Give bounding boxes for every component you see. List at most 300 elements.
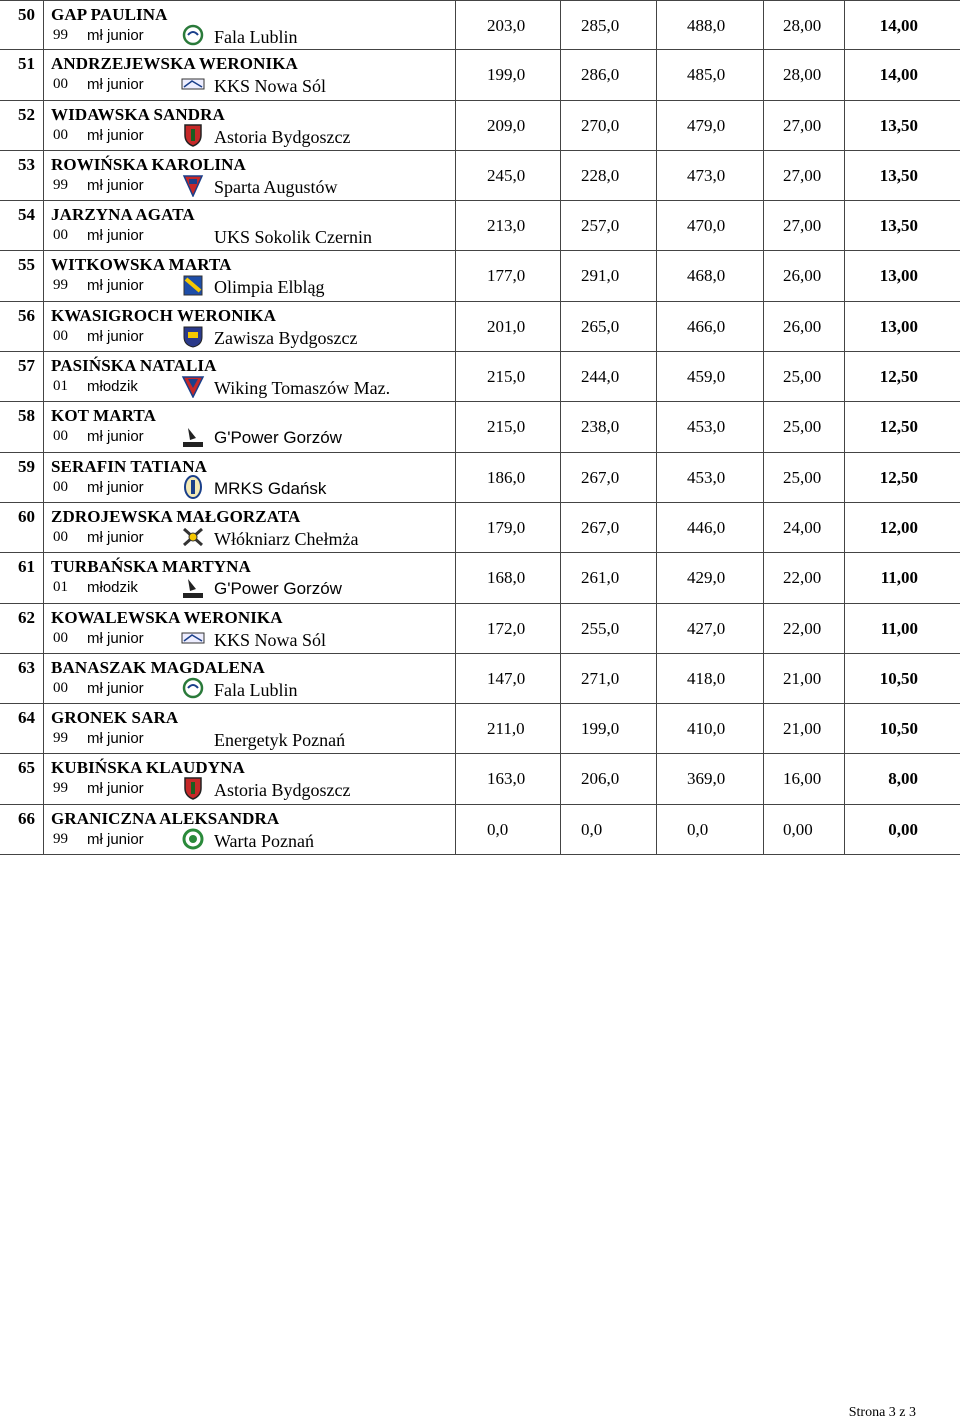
column-divider xyxy=(656,654,657,703)
club-logo-icon xyxy=(180,575,206,599)
score-2: 286,0 xyxy=(581,65,620,85)
points: 21,00 xyxy=(783,719,822,739)
club-logo-icon xyxy=(180,123,206,147)
birth-year: 00 xyxy=(53,528,68,545)
club-logo-icon xyxy=(180,626,206,650)
score-1: 215,0 xyxy=(487,417,526,437)
club-name: Włókniarz Chełmża xyxy=(214,528,359,549)
club-logo-icon xyxy=(180,173,206,197)
category: mł junior xyxy=(87,76,144,94)
column-divider xyxy=(43,201,44,250)
total-score: 459,0 xyxy=(687,367,726,387)
category: mł junior xyxy=(87,428,144,446)
athlete-name: BANASZAK MAGDALENA xyxy=(51,657,265,677)
club-name: Zawisza Bydgoszcz xyxy=(214,327,358,348)
column-divider xyxy=(43,1,44,49)
rank: 51 xyxy=(18,54,35,74)
score-2: 228,0 xyxy=(581,165,620,185)
column-divider xyxy=(43,302,44,351)
athlete-name: JARZYNA AGATA xyxy=(51,205,195,225)
column-divider xyxy=(763,1,764,49)
category: mł junior xyxy=(87,327,144,345)
total-score: 468,0 xyxy=(687,266,726,286)
total-score: 453,0 xyxy=(687,417,726,437)
column-divider xyxy=(455,704,456,753)
category: młodzik xyxy=(87,378,138,396)
points: 28,00 xyxy=(783,16,822,35)
total-score: 485,0 xyxy=(687,65,726,85)
column-divider xyxy=(560,302,561,351)
total-score: 488,0 xyxy=(687,16,726,35)
column-divider xyxy=(763,503,764,552)
column-divider xyxy=(455,201,456,250)
column-divider xyxy=(763,805,764,854)
column-divider xyxy=(763,352,764,401)
final-points: 12,50 xyxy=(879,367,918,387)
column-divider xyxy=(560,201,561,250)
birth-year: 00 xyxy=(53,428,68,445)
birth-year: 99 xyxy=(53,277,68,294)
table-row xyxy=(0,503,960,553)
rank: 65 xyxy=(18,758,35,778)
birth-year: 99 xyxy=(53,730,68,747)
rank: 62 xyxy=(18,607,35,627)
column-divider xyxy=(455,503,456,552)
column-divider xyxy=(560,352,561,401)
column-divider xyxy=(656,101,657,150)
column-divider xyxy=(43,251,44,300)
club-name: UKS Sokolik Czernin xyxy=(214,227,373,248)
column-divider xyxy=(844,352,845,401)
table-row xyxy=(0,151,960,201)
column-divider xyxy=(560,553,561,602)
final-points: 13,00 xyxy=(879,266,918,286)
birth-year: 01 xyxy=(53,378,68,395)
column-divider xyxy=(844,101,845,150)
column-divider xyxy=(656,201,657,250)
athlete-name: GAP PAULINA xyxy=(51,5,168,24)
club-name: Astoria Bydgoszcz xyxy=(214,780,351,801)
score-1: 209,0 xyxy=(487,115,526,135)
rank: 61 xyxy=(18,557,35,577)
column-divider xyxy=(455,101,456,150)
birth-year: 00 xyxy=(53,629,68,646)
rank: 66 xyxy=(18,808,35,828)
column-divider xyxy=(763,604,764,653)
club-logo-icon xyxy=(180,525,206,549)
category: mł junior xyxy=(87,27,144,44)
rank: 54 xyxy=(18,205,35,225)
column-divider xyxy=(656,754,657,803)
column-divider xyxy=(455,151,456,200)
category: mł junior xyxy=(87,478,144,496)
total-score: 429,0 xyxy=(687,568,726,588)
column-divider xyxy=(656,1,657,49)
score-2: 261,0 xyxy=(581,568,620,588)
column-divider xyxy=(763,402,764,451)
athlete-name: ROWIŃSKA KAROLINA xyxy=(51,154,246,174)
total-score: 473,0 xyxy=(687,165,726,185)
column-divider xyxy=(560,604,561,653)
column-divider xyxy=(656,251,657,300)
birth-year: 99 xyxy=(53,27,68,43)
column-divider xyxy=(656,402,657,451)
column-divider xyxy=(656,453,657,502)
athlete-name: TURBAŃSKA MARTYNA xyxy=(51,557,251,577)
score-2: 206,0 xyxy=(581,769,620,789)
column-divider xyxy=(844,805,845,854)
rank: 58 xyxy=(18,406,35,426)
rank: 53 xyxy=(18,154,35,174)
total-score: 479,0 xyxy=(687,115,726,135)
final-points: 11,00 xyxy=(880,618,918,638)
column-divider xyxy=(560,704,561,753)
score-2: 270,0 xyxy=(581,115,620,135)
final-points: 13,50 xyxy=(879,115,918,135)
athlete-name: KUBIŃSKA KLAUDYNA xyxy=(51,758,245,778)
final-points: 11,00 xyxy=(880,568,918,588)
total-score: 453,0 xyxy=(687,467,726,487)
column-divider xyxy=(43,151,44,200)
rank: 63 xyxy=(18,657,35,677)
birth-year: 00 xyxy=(53,478,68,495)
table-row xyxy=(0,654,960,704)
column-divider xyxy=(763,654,764,703)
total-score: 470,0 xyxy=(687,216,726,236)
score-1: 203,0 xyxy=(487,16,526,35)
club-name: Energetyk Poznań xyxy=(214,730,346,751)
column-divider xyxy=(844,704,845,753)
final-points: 13,50 xyxy=(879,165,918,185)
athlete-name: KOT MARTA xyxy=(51,406,156,426)
athlete-name: WIDAWSKA SANDRA xyxy=(51,104,225,124)
column-divider xyxy=(455,50,456,99)
points: 27,00 xyxy=(783,115,822,135)
birth-year: 99 xyxy=(53,176,68,193)
column-divider xyxy=(844,151,845,200)
club-name: MRKS Gdańsk xyxy=(214,478,327,498)
club-logo-icon xyxy=(180,475,206,499)
table-row xyxy=(0,604,960,654)
score-1: 245,0 xyxy=(487,165,526,185)
column-divider xyxy=(455,553,456,602)
table-row xyxy=(0,805,960,855)
club-logo-icon xyxy=(180,776,206,800)
column-divider xyxy=(43,503,44,552)
rank: 50 xyxy=(18,5,35,24)
category: mł junior xyxy=(87,830,144,848)
column-divider xyxy=(560,101,561,150)
table-row xyxy=(0,754,960,804)
column-divider xyxy=(656,503,657,552)
final-points: 13,00 xyxy=(879,316,918,336)
column-divider xyxy=(560,50,561,99)
rank: 60 xyxy=(18,506,35,526)
column-divider xyxy=(844,302,845,351)
category: młodzik xyxy=(87,579,138,597)
table-row xyxy=(0,553,960,603)
column-divider xyxy=(763,553,764,602)
column-divider xyxy=(43,805,44,854)
athlete-name: ZDROJEWSKA MAŁGORZATA xyxy=(51,506,301,526)
column-divider xyxy=(455,352,456,401)
column-divider xyxy=(844,453,845,502)
category: mł junior xyxy=(87,176,144,194)
column-divider xyxy=(844,754,845,803)
total-score: 466,0 xyxy=(687,316,726,336)
score-2: 244,0 xyxy=(581,367,620,387)
column-divider xyxy=(844,503,845,552)
birth-year: 00 xyxy=(53,76,68,93)
final-points: 12,50 xyxy=(879,417,918,437)
athlete-name: ANDRZEJEWSKA WERONIKA xyxy=(51,54,298,74)
score-1: 177,0 xyxy=(487,266,526,286)
score-2: 267,0 xyxy=(581,467,620,487)
club-name: Wiking Tomaszów Maz. xyxy=(214,378,391,399)
column-divider xyxy=(560,453,561,502)
column-divider xyxy=(656,805,657,854)
club-logo-icon xyxy=(180,23,206,47)
column-divider xyxy=(763,704,764,753)
category: mł junior xyxy=(87,679,144,697)
column-divider xyxy=(844,1,845,49)
club-name: Astoria Bydgoszcz xyxy=(214,126,351,147)
column-divider xyxy=(844,654,845,703)
club-logo-icon xyxy=(180,324,206,348)
column-divider xyxy=(455,402,456,451)
final-points: 10,50 xyxy=(879,719,918,739)
birth-year: 99 xyxy=(53,780,68,797)
column-divider xyxy=(455,754,456,803)
column-divider xyxy=(43,754,44,803)
rank: 57 xyxy=(18,356,35,376)
column-divider xyxy=(455,805,456,854)
club-name: Olimpia Elbląg xyxy=(214,277,325,298)
points: 0,00 xyxy=(783,819,813,839)
points: 21,00 xyxy=(783,668,822,688)
category: mł junior xyxy=(87,528,144,546)
column-divider xyxy=(656,50,657,99)
club-name: Fala Lublin xyxy=(214,27,298,47)
score-1: 213,0 xyxy=(487,216,526,236)
category: mł junior xyxy=(87,730,144,748)
score-2: 271,0 xyxy=(581,668,620,688)
column-divider xyxy=(560,151,561,200)
total-score: 369,0 xyxy=(687,769,726,789)
score-1: 0,0 xyxy=(487,819,509,839)
column-divider xyxy=(844,201,845,250)
final-points: 13,50 xyxy=(879,216,918,236)
column-divider xyxy=(43,654,44,703)
score-1: 168,0 xyxy=(487,568,526,588)
points: 22,00 xyxy=(783,618,822,638)
club-logo-icon xyxy=(180,273,206,297)
column-divider xyxy=(43,604,44,653)
column-divider xyxy=(43,50,44,99)
club-name: KKS Nowa Sól xyxy=(214,76,327,97)
column-divider xyxy=(43,553,44,602)
column-divider xyxy=(560,805,561,854)
athlete-name: PASIŃSKA NATALIA xyxy=(51,356,217,376)
column-divider xyxy=(455,251,456,300)
category: mł junior xyxy=(87,277,144,295)
points: 25,00 xyxy=(783,417,822,437)
column-divider xyxy=(455,604,456,653)
column-divider xyxy=(763,101,764,150)
athlete-name: KWASIGROCH WERONIKA xyxy=(51,305,276,325)
column-divider xyxy=(43,101,44,150)
table-row xyxy=(0,251,960,301)
final-points: 14,00 xyxy=(879,65,918,85)
final-points: 10,50 xyxy=(879,668,918,688)
score-2: 255,0 xyxy=(581,618,620,638)
column-divider xyxy=(656,553,657,602)
club-logo-icon xyxy=(180,827,206,851)
points: 22,00 xyxy=(783,568,822,588)
column-divider xyxy=(560,654,561,703)
total-score: 427,0 xyxy=(687,618,726,638)
rank: 56 xyxy=(18,305,35,325)
final-points: 0,00 xyxy=(888,819,918,839)
score-1: 211,0 xyxy=(487,719,525,739)
column-divider xyxy=(560,503,561,552)
birth-year: 00 xyxy=(53,679,68,696)
column-divider xyxy=(763,151,764,200)
category: mł junior xyxy=(87,227,144,245)
club-logo-icon xyxy=(180,676,206,700)
score-1: 215,0 xyxy=(487,367,526,387)
column-divider xyxy=(763,251,764,300)
category: mł junior xyxy=(87,780,144,798)
points: 27,00 xyxy=(783,216,822,236)
club-name: Warta Poznań xyxy=(214,830,315,851)
birth-year: 99 xyxy=(53,830,68,847)
athlete-name: WITKOWSKA MARTA xyxy=(51,255,232,275)
club-logo-icon xyxy=(180,72,206,96)
points: 26,00 xyxy=(783,266,822,286)
column-divider xyxy=(844,604,845,653)
table-row xyxy=(0,402,960,452)
column-divider xyxy=(763,201,764,250)
score-2: 265,0 xyxy=(581,316,620,336)
column-divider xyxy=(43,402,44,451)
club-name: Fala Lublin xyxy=(214,679,298,700)
athlete-name: GRONEK SARA xyxy=(51,708,179,728)
score-2: 257,0 xyxy=(581,216,620,236)
total-score: 0,0 xyxy=(687,819,709,839)
score-1: 163,0 xyxy=(487,769,526,789)
score-1: 147,0 xyxy=(487,668,526,688)
score-2: 199,0 xyxy=(581,719,620,739)
final-points: 12,00 xyxy=(879,517,918,537)
column-divider xyxy=(43,352,44,401)
club-name: KKS Nowa Sól xyxy=(214,629,327,650)
athlete-name: KOWALEWSKA WERONIKA xyxy=(51,607,283,627)
page-number: Strona 3 z 3 xyxy=(848,1405,916,1420)
column-divider xyxy=(455,1,456,49)
points: 25,00 xyxy=(783,467,822,487)
club-name: G'Power Gorzów xyxy=(214,579,342,599)
column-divider xyxy=(844,553,845,602)
score-1: 179,0 xyxy=(487,517,526,537)
table-row xyxy=(0,50,960,100)
birth-year: 00 xyxy=(53,126,68,143)
table-row xyxy=(0,352,960,402)
column-divider xyxy=(763,50,764,99)
column-divider xyxy=(455,654,456,703)
score-2: 291,0 xyxy=(581,266,620,286)
score-2: 0,0 xyxy=(581,819,603,839)
final-points: 8,00 xyxy=(888,769,918,789)
score-1: 186,0 xyxy=(487,467,526,487)
final-points: 12,50 xyxy=(879,467,918,487)
column-divider xyxy=(656,302,657,351)
column-divider xyxy=(763,754,764,803)
category: mł junior xyxy=(87,126,144,144)
athlete-name: SERAFIN TATIANA xyxy=(51,456,207,476)
table-row xyxy=(0,0,960,50)
column-divider xyxy=(455,302,456,351)
column-divider xyxy=(844,402,845,451)
birth-year: 00 xyxy=(53,327,68,344)
score-2: 285,0 xyxy=(581,16,620,35)
column-divider xyxy=(763,302,764,351)
column-divider xyxy=(844,50,845,99)
points: 16,00 xyxy=(783,769,822,789)
total-score: 446,0 xyxy=(687,517,726,537)
rank: 52 xyxy=(18,104,35,124)
column-divider xyxy=(43,453,44,502)
club-name: Sparta Augustów xyxy=(214,176,338,197)
table-row xyxy=(0,302,960,352)
score-2: 267,0 xyxy=(581,517,620,537)
score-2: 238,0 xyxy=(581,417,620,437)
rank: 55 xyxy=(18,255,35,275)
column-divider xyxy=(560,402,561,451)
club-logo-icon xyxy=(180,374,206,398)
score-1: 172,0 xyxy=(487,618,526,638)
column-divider xyxy=(560,754,561,803)
final-points: 14,00 xyxy=(879,16,918,35)
column-divider xyxy=(656,704,657,753)
points: 27,00 xyxy=(783,165,822,185)
table-row xyxy=(0,101,960,151)
column-divider xyxy=(844,251,845,300)
column-divider xyxy=(763,453,764,502)
points: 26,00 xyxy=(783,316,822,336)
rank: 64 xyxy=(18,708,35,728)
points: 28,00 xyxy=(783,65,822,85)
table-row xyxy=(0,453,960,503)
total-score: 410,0 xyxy=(687,719,726,739)
column-divider xyxy=(656,352,657,401)
column-divider xyxy=(656,151,657,200)
birth-year: 00 xyxy=(53,227,68,244)
total-score: 418,0 xyxy=(687,668,726,688)
column-divider xyxy=(455,453,456,502)
birth-year: 01 xyxy=(53,579,68,596)
table-row xyxy=(0,704,960,754)
column-divider xyxy=(560,251,561,300)
points: 24,00 xyxy=(783,517,822,537)
points: 25,00 xyxy=(783,367,822,387)
rank: 59 xyxy=(18,456,35,476)
athlete-name: GRANICZNA ALEKSANDRA xyxy=(51,808,280,828)
score-1: 199,0 xyxy=(487,65,526,85)
column-divider xyxy=(43,704,44,753)
table-row xyxy=(0,201,960,251)
score-1: 201,0 xyxy=(487,316,526,336)
